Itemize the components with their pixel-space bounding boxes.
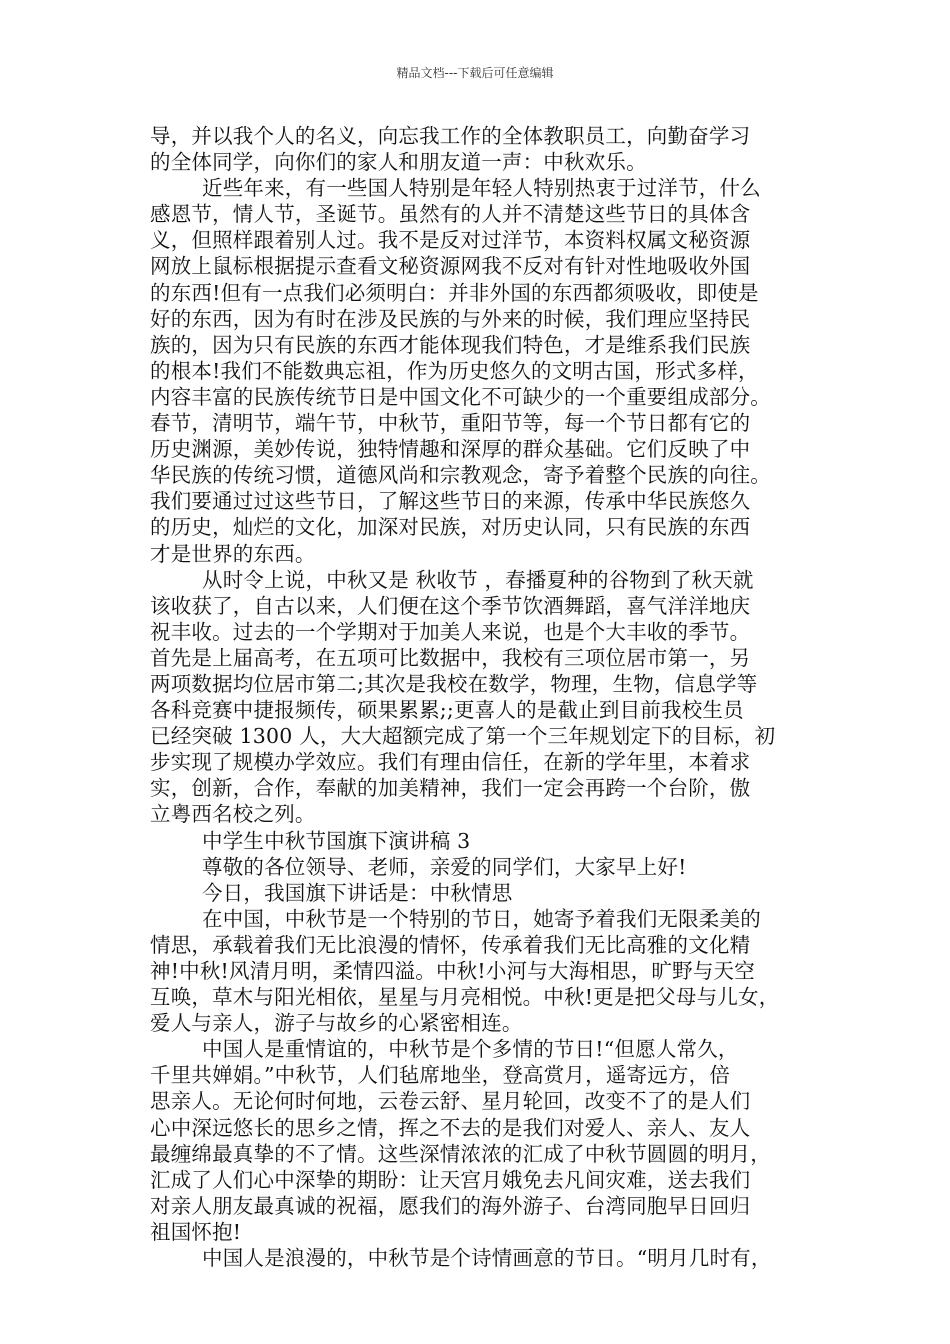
paragraph-start-line: 中国人是浪漫的，中秋节是个诗情画意的节日。“明月几时有， (202, 1246, 772, 1271)
text-line: 神!中秋!风清月明，柔情四溢。中秋!小河与大海相思，旷野与天空 (150, 959, 755, 983)
text-line: 导，并以我个人的名义，向忘我工作的全体教职员工，向勤奋学习 (150, 124, 751, 148)
text-line: 最缠绵最真挚的不了情。这些深情浓浓的汇成了中秋节圆圆的明月， (150, 1141, 771, 1166)
text-line: 首先是上届高考，在五项可比数据中，我校有三项位居市第一，另 (150, 645, 751, 670)
text-line: 两项数据均位居市第二;其次是我校在数学，物理，生物，信息学等 (150, 671, 758, 696)
text-line: 的根本!我们不能数典忘祖，作为历史悠久的文明古国，形式多样， (150, 358, 759, 383)
text-line: 义，但照样跟着别人过。我不是反对过洋节，本资料权属文秘资源 (150, 228, 751, 253)
text-line: 的全体同学，向你们的家人和朋友道一声：中秋欢乐。 (150, 150, 647, 175)
section-heading: 中学生中秋节国旗下演讲稿 3 (202, 828, 471, 853)
text-line: 的历史，灿烂的文化，加深对民族，对历史认同，只有民族的东西 (150, 515, 751, 540)
speech-topic-line: 今日，我国旗下讲话是：中秋情思 (202, 880, 513, 905)
text-line: 华民族的传统习惯，道德风尚和宗教观念，寄予着整个民族的向往。 (150, 463, 771, 488)
text-line: 思亲人。无论何时何地，云卷云舒、星月轮回，改变不了的是人们 (150, 1089, 751, 1114)
text-line: 互唤，草木与阳光相依，星星与月亮相悦。中秋!更是把父母与儿女， (150, 985, 780, 1010)
text-line: 心中深远悠长的思乡之情，挥之不去的是我们对爱人、亲人、友人 (150, 1115, 751, 1140)
text-line: 春节，清明节，端午节，中秋节，重阳节等，每一个节日都有它的 (150, 411, 751, 436)
page-header: 精品文档---下载后可任意编辑 (396, 66, 554, 80)
text-line: 对亲人朋友最真诚的祝福，愿我们的海外游子、台湾同胞早日回归 (150, 1193, 751, 1218)
text-line: 该收获了，自古以来，人们便在这个季节饮酒舞蹈，喜气洋洋地庆 (150, 593, 751, 618)
paragraph-start-line: 在中国，中秋节是一个特别的节日，她寄予着我们无限柔美的 (202, 906, 761, 931)
text-line: 感恩节，情人节，圣诞节。虽然有的人并不清楚这些节日的具体含 (150, 202, 751, 227)
text-line: 好的东西，因为有时在涉及民族的与外来的时候，我们理应坚持民 (150, 306, 751, 331)
text-line: 的东西!但有一点我们必须明白：并非外国的东西都须吸收，即使是 (150, 280, 759, 305)
greeting-line: 尊敬的各位领导、老师，亲爱的同学们，大家早上好! (202, 854, 687, 879)
document-body (150, 123, 818, 1271)
text-line: 情思，承载着我们无比浪漫的情怀，传承着我们无比高雅的文化精 (150, 932, 751, 957)
text-line: 汇成了人们心中深挚的期盼：让天宫月娥免去凡间灾难，送去我们 (150, 1167, 751, 1192)
text-line: 已经突破 1300 人，大大超额完成了第一个三年规划定下的目标，初 (150, 724, 776, 749)
text-line: 千里共婵娟。”中秋节，人们毡席地坐，登高赏月，遥寄远方，倍 (150, 1063, 731, 1088)
paragraph-start-line: 中国人是重情谊的，中秋节是个多情的节日!“但愿人常久， (202, 1037, 739, 1062)
text-line: 我们要通过过这些节日，了解这些节日的来源，传承中华民族悠久 (150, 489, 751, 514)
text-line: 爱人与亲人，游子与故乡的心紧密相连。 (150, 1011, 523, 1036)
paragraph-start-line: 从时令上说，中秋又是 秋收节 ，春播夏种的谷物到了秋天就 (202, 567, 754, 592)
paragraph-start-line: 近些年来，有一些国人特别是年轻人特别热衷于过洋节，什么 (202, 176, 761, 201)
text-line: 才是世界的东西。 (150, 541, 316, 566)
text-line: 祝丰收。过去的一个学期对于加美人来说，也是个大丰收的季节。 (150, 619, 751, 644)
text-line: 实，创新，合作，奉献的加美精神，我们一定会再跨一个台阶，傲 (150, 776, 751, 801)
text-line: 内容丰富的民族传统节日是中国文化不可缺少的一个重要组成部分。 (150, 384, 771, 409)
text-line: 步实现了规模办学效应。我们有理由信任，在新的学年里，本着求 (150, 750, 751, 775)
text-line: 各科竞赛中捷报频传，硕果累累;;更喜人的是截止到目前我校生员 (150, 698, 744, 723)
text-line: 历史渊源，美妙传说，独特情趣和深厚的群众基础。它们反映了中 (150, 437, 751, 462)
text-line: 立粤西名校之列。 (150, 802, 316, 827)
text-line: 族的，因为只有民族的东西才能体现我们特色，才是维系我们民族 (150, 332, 751, 357)
text-line: 祖国怀抱! (150, 1219, 242, 1244)
text-line: 网放上鼠标根据提示查看文秘资源网我不反对有针对性地吸收外国 (150, 254, 751, 279)
